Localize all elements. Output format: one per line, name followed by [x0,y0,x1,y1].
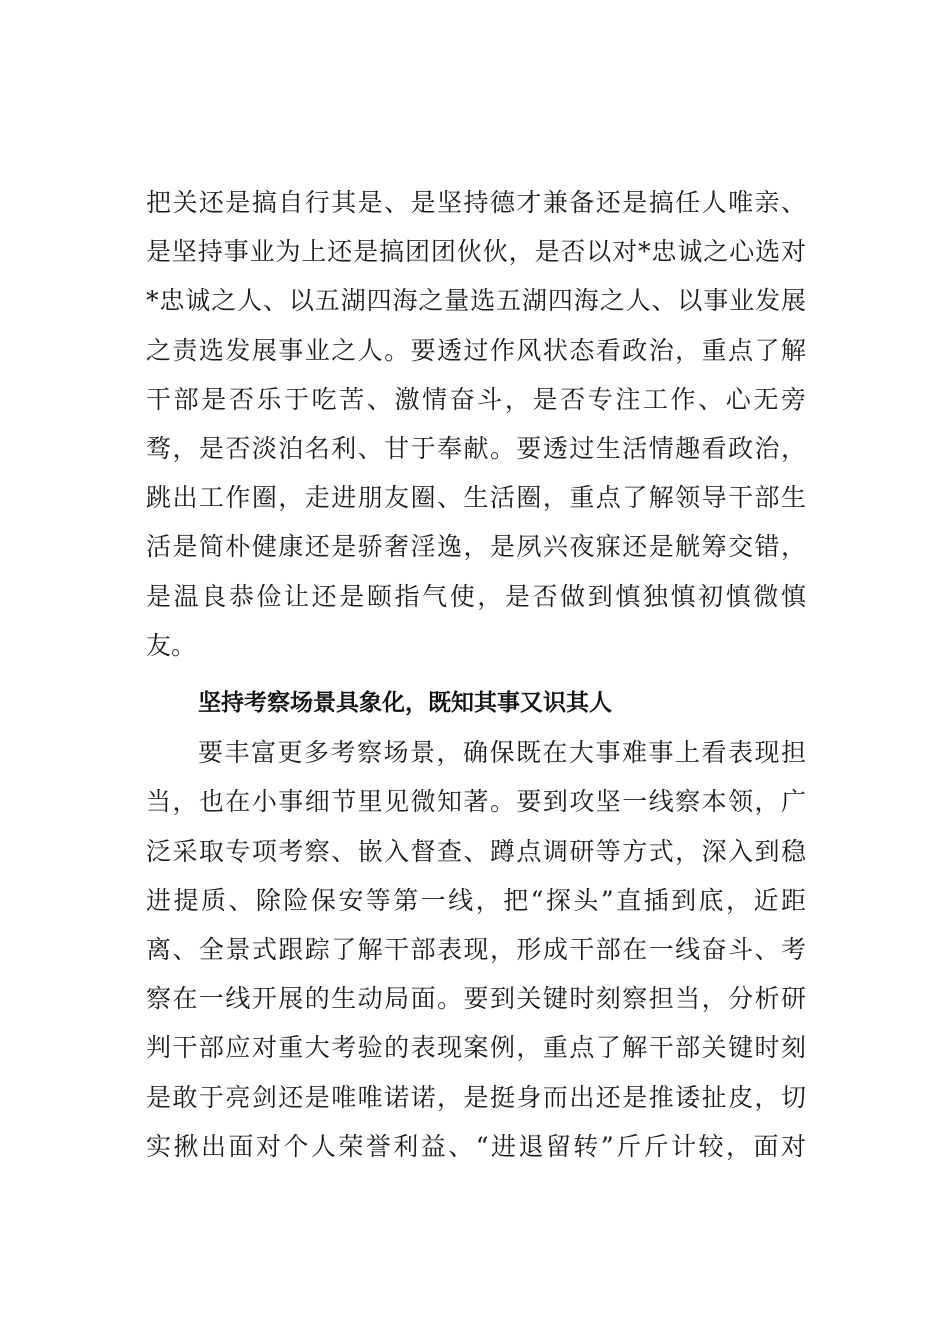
paragraph-line: 跳出工作圈，走进朋友圈、生活圈，重点了解领导干部生 [146,483,806,513]
paragraph-line: 把关还是搞自行其是、是坚持德才兼备还是搞任人唯亲、 [146,188,806,217]
section-heading: 坚持考察场景具象化，既知其事又识其人 [198,690,612,716]
paragraph-line-first: 要丰富更多考察场景，确保既在大事难事上看表现担 [198,738,806,768]
paragraph-line: 进提质、除险保安等第一线，把“探头”直插到底，近距 [146,885,806,915]
paragraph-line: 判干部应对重大考验的表现案例，重点了解干部关键时刻 [146,1033,806,1063]
paragraph-line: 是敢于亮剑还是唯唯诺诺，是挺身而出还是推诿扯皮，切 [146,1082,806,1112]
paragraph-line: 察在一线开展的生动局面。要到关键时刻察担当，分析研 [146,984,806,1014]
paragraph-line: 干部是否乐于吃苦、激情奋斗，是否专注工作、心无旁 [146,384,806,414]
section [146,679,806,1171]
paragraph-line: 实揪出面对个人荣誉利益、“进退留转”斤斤计较，面对 [146,1131,806,1161]
paragraph-line-last: 友。 [146,630,197,660]
paragraph-line: 活是简朴健康还是骄奢淫逸，是夙兴夜寐还是觥筹交错， [146,532,806,562]
paragraph-line: 之责选发展事业之人。要透过作风状态看政治，重点了解 [146,335,806,365]
paragraph-line: 是坚持事业为上还是搞团团伙伙，是否以对*忠诚之心选对 [146,237,806,267]
paragraph-line: 泛采取专项考察、嵌入督查、蹲点调研等方式，深入到稳 [146,836,806,866]
continued-paragraph [146,178,806,670]
paragraph-line: 离、全景式跟踪了解干部表现，形成干部在一线奋斗、考 [146,934,806,964]
paragraph-line: *忠诚之人、以五湖四海之量选五湖四海之人、以事业发展 [146,286,806,316]
paragraph-line: 当，也在小事细节里见微知著。要到攻坚一线察本领，广 [146,787,806,817]
paragraph-line: 骛，是否淡泊名利、甘于奉献。要透过生活情趣看政治， [146,433,806,463]
paragraph-line: 是温良恭俭让还是颐指气使，是否做到慎独慎初慎微慎 [146,581,806,611]
